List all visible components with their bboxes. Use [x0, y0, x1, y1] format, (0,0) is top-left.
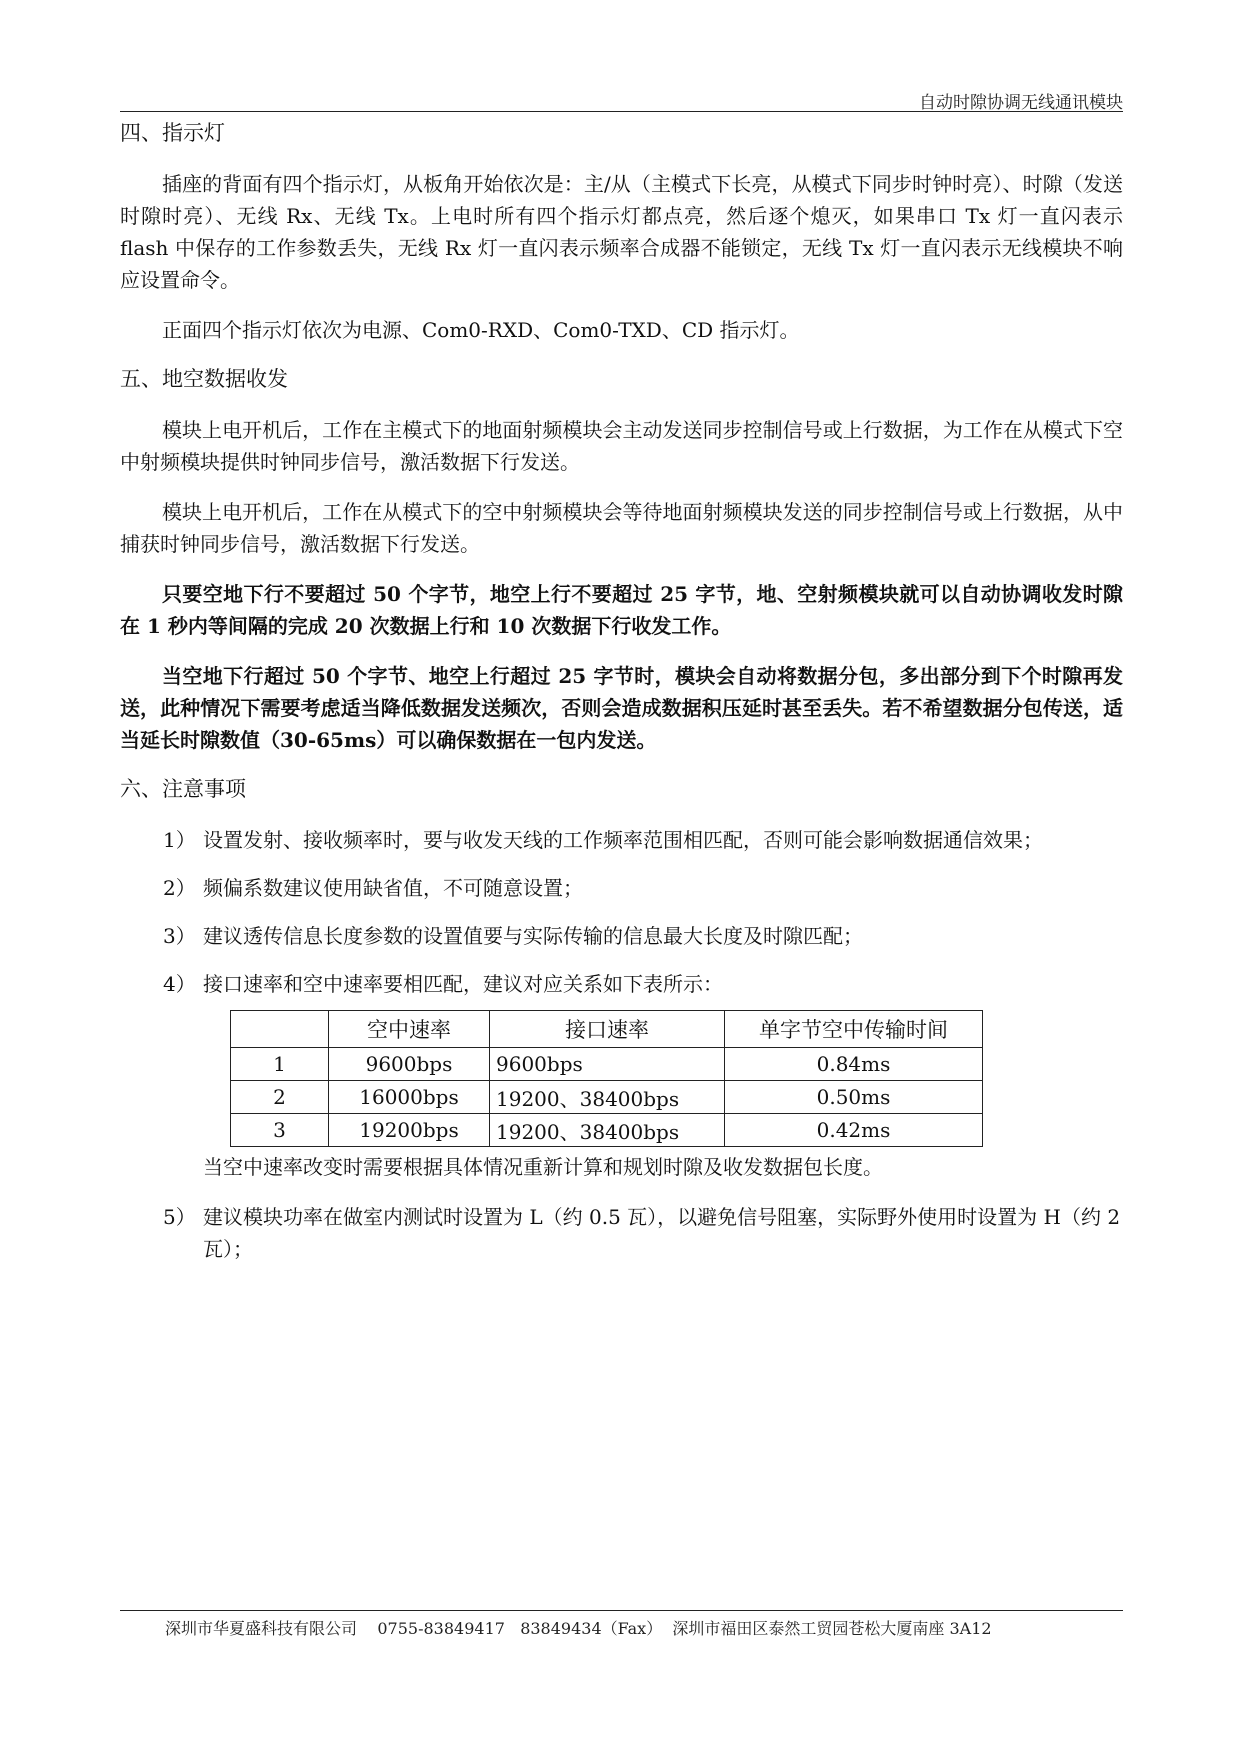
table-row [231, 1114, 983, 1147]
note-text: 接口速率和空中速率要相匹配，建议对应关系如下表所示： [203, 972, 723, 996]
note-item [120, 968, 1123, 1000]
table-cell: 16000bps [329, 1081, 490, 1114]
note-number: 3） [163, 924, 196, 948]
note-number: 2） [163, 876, 196, 900]
paragraph: 插座的背面有四个指示灯，从板角开始依次是：主/从（主模式下长亮，从模式下同步时钟时亮）、时隙（发送时隙时亮）、无线 Rx、无线 Tx。上电时所有四个指示灯都点亮，然后逐个熄灭，如果串口 Tx 灯一直闪表示 flash 中保存的工作参数丢失，无线 Rx 灯一直闪表示频率合成器不能锁定，无线 Tx 灯一直闪表示无线模块不响应设置命令。 [120, 172, 1123, 292]
table-cell: 0.50ms [725, 1081, 983, 1114]
table-row [231, 1048, 983, 1081]
header-divider [120, 111, 1123, 112]
table-cell: 9600bps [329, 1048, 490, 1081]
table-cell: 3 [231, 1114, 329, 1147]
table-header-row [231, 1011, 983, 1048]
note-item [120, 1201, 1123, 1265]
note-item [120, 824, 1123, 856]
paragraph-bold: 当空地下行超过 50 个字节、地空上行超过 25 字节时，模块会自动将数据分包，多出部分到下个时隙再发送，此种情况下需要考虑适当降低数据发送频次，否则会造成数据积压延时甚至丢失。若不希望数据分包传送，适当延长时隙数值（30-65ms）可以确保数据在一包内发送。 [120, 664, 1123, 752]
table-cell: 19200、38400bps [490, 1081, 725, 1114]
table-row [231, 1081, 983, 1114]
footer-fax: 83849434（Fax） [520, 1619, 663, 1638]
paragraph-bold: 只要空地下行不要超过 50 个字节，地空上行不要超过 25 字节，地、空射频模块就可以自动协调收发时隙在 1 秒内等间隔的完成 20 次数据上行和 10 次数据下行收发工作。 [120, 582, 1123, 638]
note-text: 设置发射、接收频率时，要与收发天线的工作频率范围相匹配，否则可能会影响数据通信效果； [203, 828, 1043, 852]
rate-table [230, 1010, 983, 1147]
table-header-cell: 接口速率 [490, 1011, 725, 1048]
header-title: 自动时隙协调无线通讯模块 [919, 93, 1123, 113]
page-content [120, 118, 1123, 1281]
table-cell: 0.42ms [725, 1114, 983, 1147]
table-note: 当空中速率改变时需要根据具体情况重新计算和规划时隙及收发数据包长度。 [203, 1155, 883, 1179]
table-cell: 2 [231, 1081, 329, 1114]
section-heading-ground-air: 五、地空数据收发 [120, 367, 288, 391]
section-heading-indicators: 四、指示灯 [120, 121, 225, 145]
note-number: 1） [163, 828, 196, 852]
table-header-cell: 空中速率 [329, 1011, 490, 1048]
footer-company: 深圳市华夏盛科技有限公司 [165, 1619, 358, 1638]
paragraph: 模块上电开机后，工作在主模式下的地面射频模块会主动发送同步控制信号或上行数据，为工作在从模式下空中射频模块提供时钟同步信号，激活数据下行发送。 [120, 418, 1123, 474]
footer-divider [120, 1610, 1123, 1611]
note-number: 5） [163, 1205, 196, 1229]
table-cell: 9600bps [490, 1048, 725, 1081]
footer-address: 深圳市福田区泰然工贸园苍松大厦南座 3A12 [672, 1619, 992, 1638]
table-header-cell: 单字节空中传输时间 [725, 1011, 983, 1048]
table-cell: 19200、38400bps [490, 1114, 725, 1147]
table-cell: 1 [231, 1048, 329, 1081]
note-text: 频偏系数建议使用缺省值，不可随意设置； [203, 876, 583, 900]
footer [165, 1616, 992, 1639]
paragraph: 模块上电开机后，工作在从模式下的空中射频模块会等待地面射频模块发送的同步控制信号或上行数据，从中捕获时钟同步信号，激活数据下行发送。 [120, 500, 1123, 556]
footer-phone: 0755-83849417 [377, 1619, 505, 1638]
table-cell: 0.84ms [725, 1048, 983, 1081]
note-item [120, 920, 1123, 952]
note-number: 4） [163, 972, 196, 996]
section-heading-notes: 六、注意事项 [120, 777, 246, 801]
paragraph: 正面四个指示灯依次为电源、Com0-RXD、Com0-TXD、CD 指示灯。 [162, 318, 800, 342]
note-text: 建议透传信息长度参数的设置值要与实际传输的信息最大长度及时隙匹配； [203, 924, 863, 948]
note-text: 建议模块功率在做室内测试时设置为 L（约 0.5 瓦），以避免信号阻塞，实际野外使用时设置为 H（约 2 瓦）； [203, 1205, 1121, 1261]
table-cell: 19200bps [329, 1114, 490, 1147]
table-header-cell [231, 1011, 329, 1048]
note-item [120, 872, 1123, 904]
